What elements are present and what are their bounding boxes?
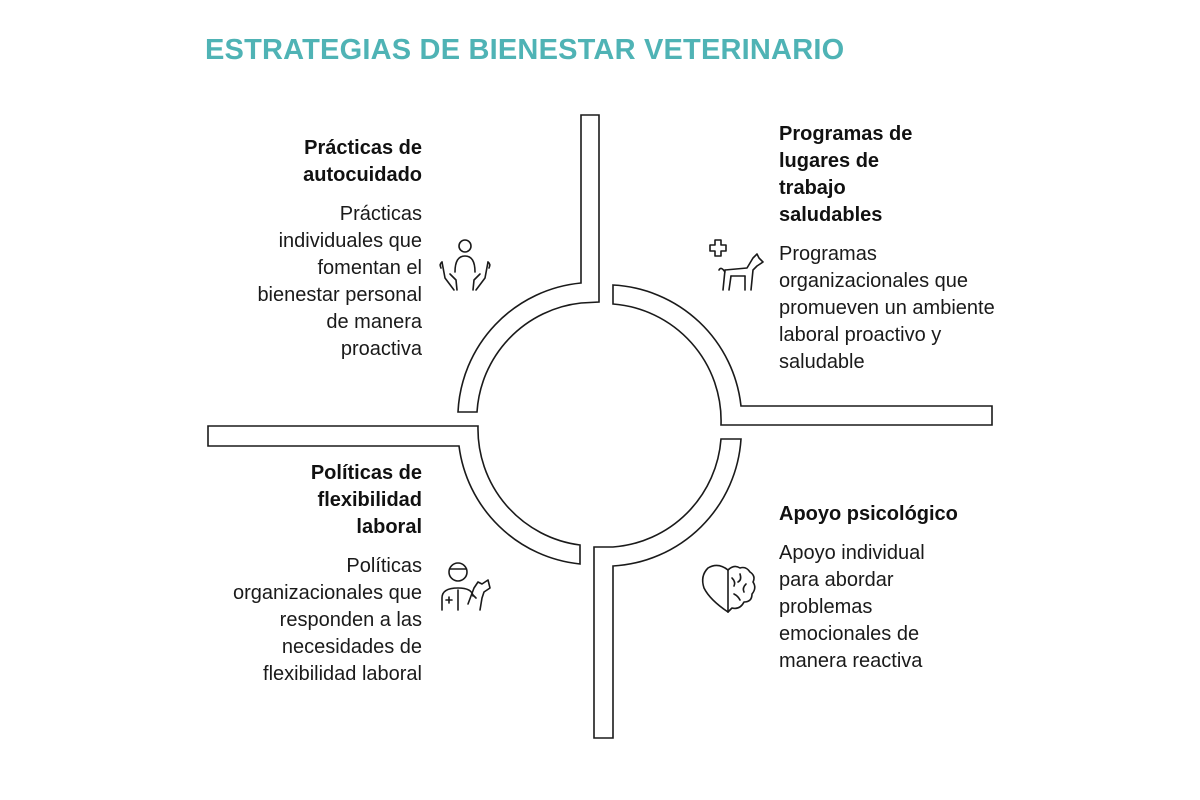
heart-brain-icon — [698, 560, 758, 616]
quadrant-bottom-right — [779, 501, 979, 675]
self-care-hands-icon — [436, 234, 494, 294]
quadrant-description: Políticas organizacionales que responden a las necesidades de flexibilidad laboral — [232, 555, 422, 685]
vet-doctor-dog-icon — [436, 558, 496, 616]
quadrant-heading: Programas de lugares de trabajo saludables — [779, 123, 913, 226]
quadrant-description: Apoyo individual para abordar problemas emocionales de manera reactiva — [779, 542, 925, 672]
quadrant-top-right — [779, 121, 1009, 376]
quadrant-heading: Apoyo psicológico — [779, 503, 958, 525]
quadrant-top-left — [222, 135, 422, 363]
quadrant-heading: Prácticas de autocuidado — [303, 137, 422, 186]
vet-dog-cross-icon — [707, 236, 767, 294]
quadrant-description: Programas organizacionales que promueven un ambiente laboral proactivo y saludable — [779, 243, 995, 373]
quadrant-bottom-left — [222, 460, 422, 688]
page-title: ESTRATEGIAS DE BIENESTAR VETERINARIO — [205, 34, 845, 66]
quadrant-heading: Políticas de flexibilidad laboral — [310, 462, 422, 538]
quadrant-description: Prácticas individuales que fomentan el bienestar personal de manera proactiva — [257, 203, 422, 360]
